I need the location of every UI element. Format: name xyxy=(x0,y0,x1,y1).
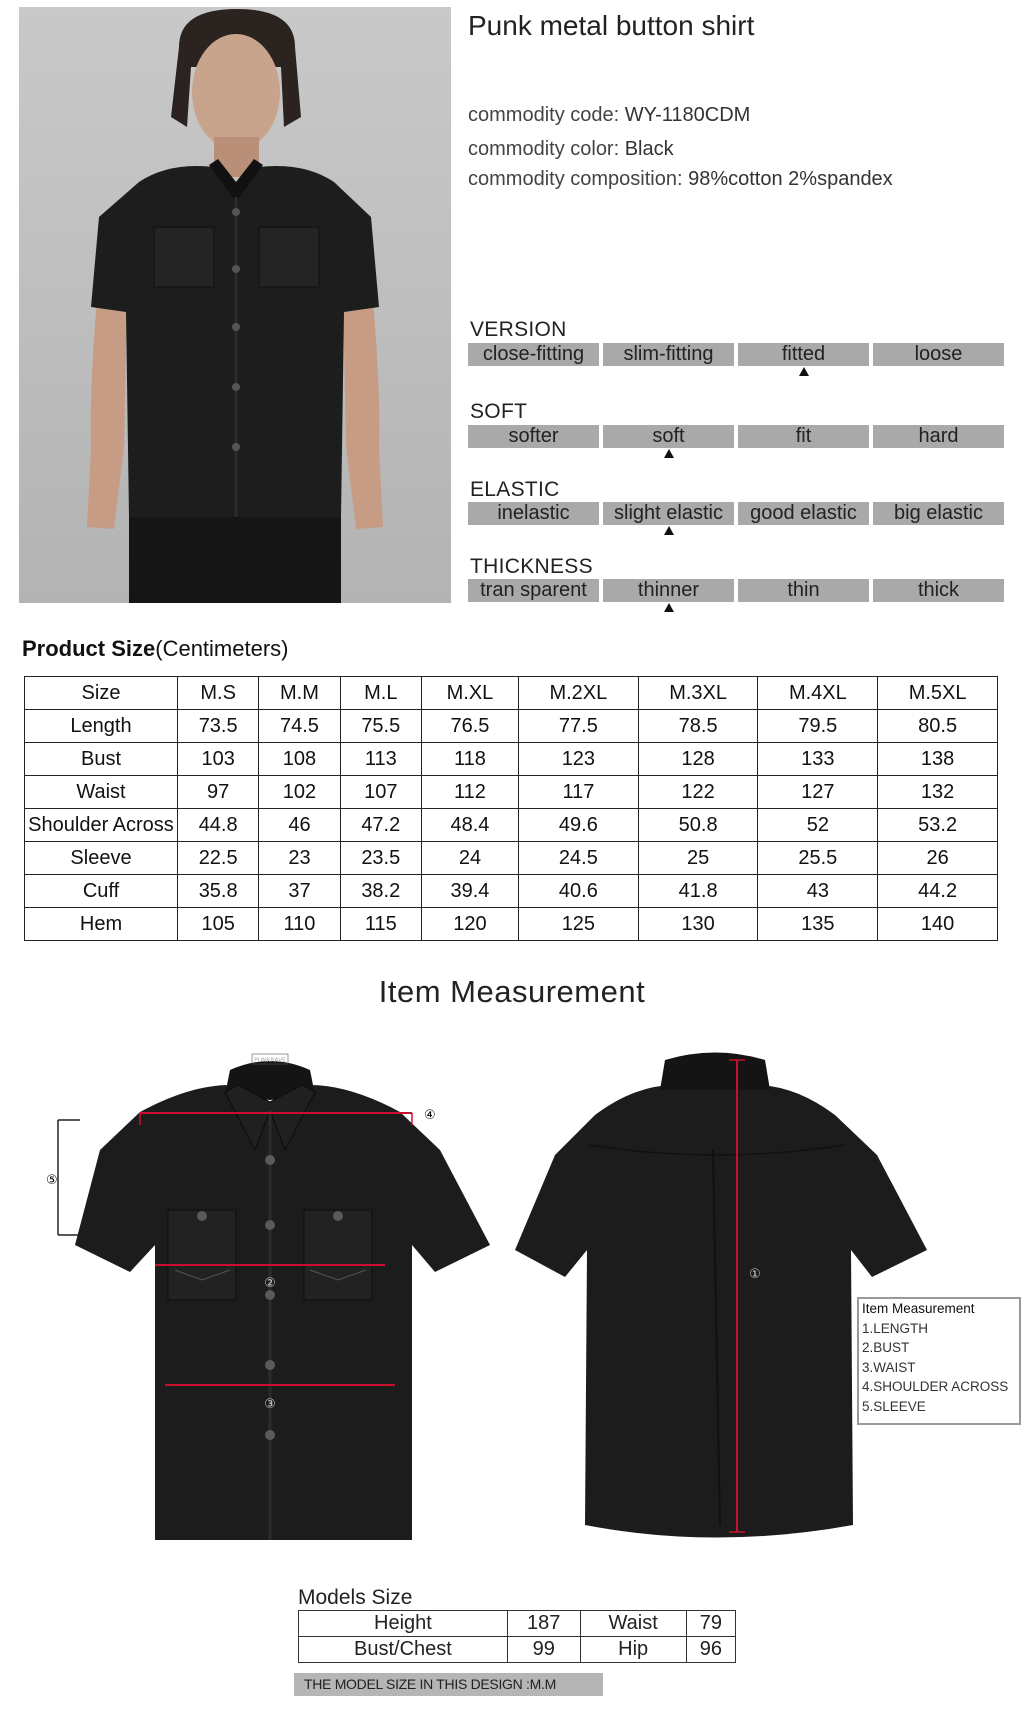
table-row xyxy=(25,809,998,842)
table-row xyxy=(25,875,998,908)
table-header-cell: Size xyxy=(25,677,178,710)
table-header-cell: M.5XL xyxy=(878,677,998,710)
soft-option: hard xyxy=(873,425,1004,448)
table-cell: 49.6 xyxy=(519,809,639,842)
models-size-table xyxy=(298,1610,736,1663)
elastic-option: inelastic xyxy=(468,502,599,525)
table-cell: Bust xyxy=(25,743,178,776)
table-cell: 47.2 xyxy=(340,809,421,842)
table-cell: 133 xyxy=(758,743,878,776)
table-cell: 108 xyxy=(259,743,340,776)
table-cell: 37 xyxy=(259,875,340,908)
table-cell: 112 xyxy=(421,776,518,809)
legend-item: 2.BUST xyxy=(862,1340,910,1355)
table-row xyxy=(299,1637,736,1663)
table-row xyxy=(299,1611,736,1637)
table-row xyxy=(25,776,998,809)
size-table-heading xyxy=(22,636,289,662)
table-cell: 79.5 xyxy=(758,710,878,743)
table-cell: 128 xyxy=(638,743,758,776)
table-row xyxy=(25,908,998,941)
table-cell: 24 xyxy=(421,842,518,875)
table-cell: Cuff xyxy=(25,875,178,908)
table-cell: Waist xyxy=(25,776,178,809)
table-cell: 77.5 xyxy=(519,710,639,743)
table-cell: Hem xyxy=(25,908,178,941)
table-cell: 38.2 xyxy=(340,875,421,908)
table-header-cell: M.2XL xyxy=(519,677,639,710)
version-option: close-fitting xyxy=(468,343,599,366)
table-cell: 187 xyxy=(507,1611,580,1637)
table-header-cell: M.M xyxy=(259,677,340,710)
marker-5: ⑤ xyxy=(46,1173,58,1188)
elastic-option: big elastic xyxy=(873,502,1004,525)
commodity-code-value: WY-1180CDM xyxy=(624,104,751,126)
model-photo xyxy=(19,7,451,603)
table-header-cell: M.4XL xyxy=(758,677,878,710)
table-cell: 113 xyxy=(340,743,421,776)
table-cell: Hip xyxy=(580,1637,686,1663)
legend-item: 3.WAIST xyxy=(862,1359,916,1375)
table-cell: 39.4 xyxy=(421,875,518,908)
commodity-code xyxy=(468,104,750,127)
front-shirt-diagram xyxy=(40,1040,510,1565)
thickness-option: thinner xyxy=(603,579,734,602)
table-cell: 140 xyxy=(878,908,998,941)
table-cell: 43 xyxy=(758,875,878,908)
version-label: VERSION xyxy=(470,318,567,341)
table-cell: 53.2 xyxy=(878,809,998,842)
table-cell: Shoulder Across xyxy=(25,809,178,842)
soft-option: softer xyxy=(468,425,599,448)
table-cell: 135 xyxy=(758,908,878,941)
version-option: loose xyxy=(873,343,1004,366)
version-option: slim-fitting xyxy=(603,343,734,366)
version-option: fitted xyxy=(738,343,869,366)
table-cell: Sleeve xyxy=(25,842,178,875)
table-cell: 52 xyxy=(758,809,878,842)
models-size-heading: Models Size xyxy=(298,1586,413,1609)
thickness-option: thin xyxy=(738,579,869,602)
table-cell: 41.8 xyxy=(638,875,758,908)
table-cell: Length xyxy=(25,710,178,743)
table-cell: 75.5 xyxy=(340,710,421,743)
table-cell: 44.2 xyxy=(878,875,998,908)
marker-1: ① xyxy=(749,1267,761,1282)
table-row xyxy=(25,842,998,875)
marker-3: ③ xyxy=(264,1397,276,1412)
table-cell: 76.5 xyxy=(421,710,518,743)
thickness-label: THICKNESS xyxy=(470,555,593,578)
table-cell: 105 xyxy=(178,908,259,941)
table-header-cell: M.L xyxy=(340,677,421,710)
version-scale xyxy=(468,343,1004,366)
thickness-option: thick xyxy=(873,579,1004,602)
table-cell: 138 xyxy=(878,743,998,776)
table-cell: 24.5 xyxy=(519,842,639,875)
commodity-composition xyxy=(468,168,893,191)
soft-option: fit xyxy=(738,425,869,448)
table-cell: 132 xyxy=(878,776,998,809)
marker-2: ② xyxy=(264,1276,276,1291)
selected-marker-icon xyxy=(664,603,674,612)
table-cell: 120 xyxy=(421,908,518,941)
measurement-title: Item Measurement xyxy=(378,974,646,1009)
table-header-cell: M.3XL xyxy=(638,677,758,710)
table-cell: 80.5 xyxy=(878,710,998,743)
soft-scale xyxy=(468,425,1004,448)
table-cell: 117 xyxy=(519,776,639,809)
product-title: Punk metal button shirt xyxy=(468,10,755,41)
size-table-heading-bold: Product Size xyxy=(22,636,156,661)
size-table-header-row xyxy=(25,677,998,710)
table-cell: 48.4 xyxy=(421,809,518,842)
elastic-label: ELASTIC xyxy=(470,478,560,501)
table-cell: 35.8 xyxy=(178,875,259,908)
measurement-legend xyxy=(857,1297,1021,1425)
table-cell: 79 xyxy=(686,1611,735,1637)
table-cell: Bust/Chest xyxy=(299,1637,508,1663)
selected-marker-icon xyxy=(664,449,674,458)
table-cell: 99 xyxy=(507,1637,580,1663)
table-header-cell: M.XL xyxy=(421,677,518,710)
legend-item: 1.LENGTH xyxy=(862,1320,929,1336)
table-cell: 74.5 xyxy=(259,710,340,743)
selected-marker-icon xyxy=(664,526,674,535)
commodity-color-value: Black xyxy=(624,138,674,160)
elastic-option: slight elastic xyxy=(603,502,734,525)
table-cell: 22.5 xyxy=(178,842,259,875)
table-cell: 50.8 xyxy=(638,809,758,842)
table-cell: 23 xyxy=(259,842,340,875)
table-cell: 110 xyxy=(259,908,340,941)
thickness-scale xyxy=(468,579,1004,602)
elastic-option: good elastic xyxy=(738,502,869,525)
table-cell: 97 xyxy=(178,776,259,809)
marker-4: ④ xyxy=(424,1108,436,1123)
commodity-composition-value: 98%cotton 2%spandex xyxy=(688,168,893,190)
table-cell: 130 xyxy=(638,908,758,941)
legend-item: 5.SLEEVE xyxy=(862,1398,926,1414)
elastic-scale xyxy=(468,502,1004,525)
table-cell: 25.5 xyxy=(758,842,878,875)
table-cell: 96 xyxy=(686,1637,735,1663)
size-table xyxy=(24,676,998,941)
table-cell: 46 xyxy=(259,809,340,842)
soft-option: soft xyxy=(603,425,734,448)
table-cell: Waist xyxy=(580,1611,686,1637)
table-cell: 23.5 xyxy=(340,842,421,875)
table-row xyxy=(25,743,998,776)
table-cell: 118 xyxy=(421,743,518,776)
table-cell: 107 xyxy=(340,776,421,809)
table-cell: 123 xyxy=(519,743,639,776)
brand-tag: PUNKRAVE xyxy=(254,1057,286,1064)
table-cell: 26 xyxy=(878,842,998,875)
commodity-color-label: commodity color: xyxy=(468,138,620,160)
table-cell: 40.6 xyxy=(519,875,639,908)
thickness-option: tran sparent xyxy=(468,579,599,602)
table-cell: 127 xyxy=(758,776,878,809)
table-cell: 73.5 xyxy=(178,710,259,743)
table-cell: 102 xyxy=(259,776,340,809)
table-cell: 115 xyxy=(340,908,421,941)
table-cell: 25 xyxy=(638,842,758,875)
table-cell: 44.8 xyxy=(178,809,259,842)
legend-title: Item Measurement xyxy=(862,1301,975,1316)
soft-label: SOFT xyxy=(470,400,528,423)
commodity-composition-label: commodity composition: xyxy=(468,168,683,190)
commodity-color xyxy=(468,138,674,161)
table-row xyxy=(25,710,998,743)
table-cell: 125 xyxy=(519,908,639,941)
commodity-code-label: commodity code: xyxy=(468,104,620,126)
table-cell: 78.5 xyxy=(638,710,758,743)
table-cell: Height xyxy=(299,1611,508,1637)
table-cell: 122 xyxy=(638,776,758,809)
table-header-cell: M.S xyxy=(178,677,259,710)
legend-item: 4.SHOULDER ACROSS xyxy=(862,1379,1009,1394)
size-table-heading-unit: (Centimeters) xyxy=(155,636,289,661)
table-cell: 103 xyxy=(178,743,259,776)
selected-marker-icon xyxy=(799,367,809,376)
model-size-note: THE MODEL SIZE IN THIS DESIGN :M.M xyxy=(294,1673,603,1696)
